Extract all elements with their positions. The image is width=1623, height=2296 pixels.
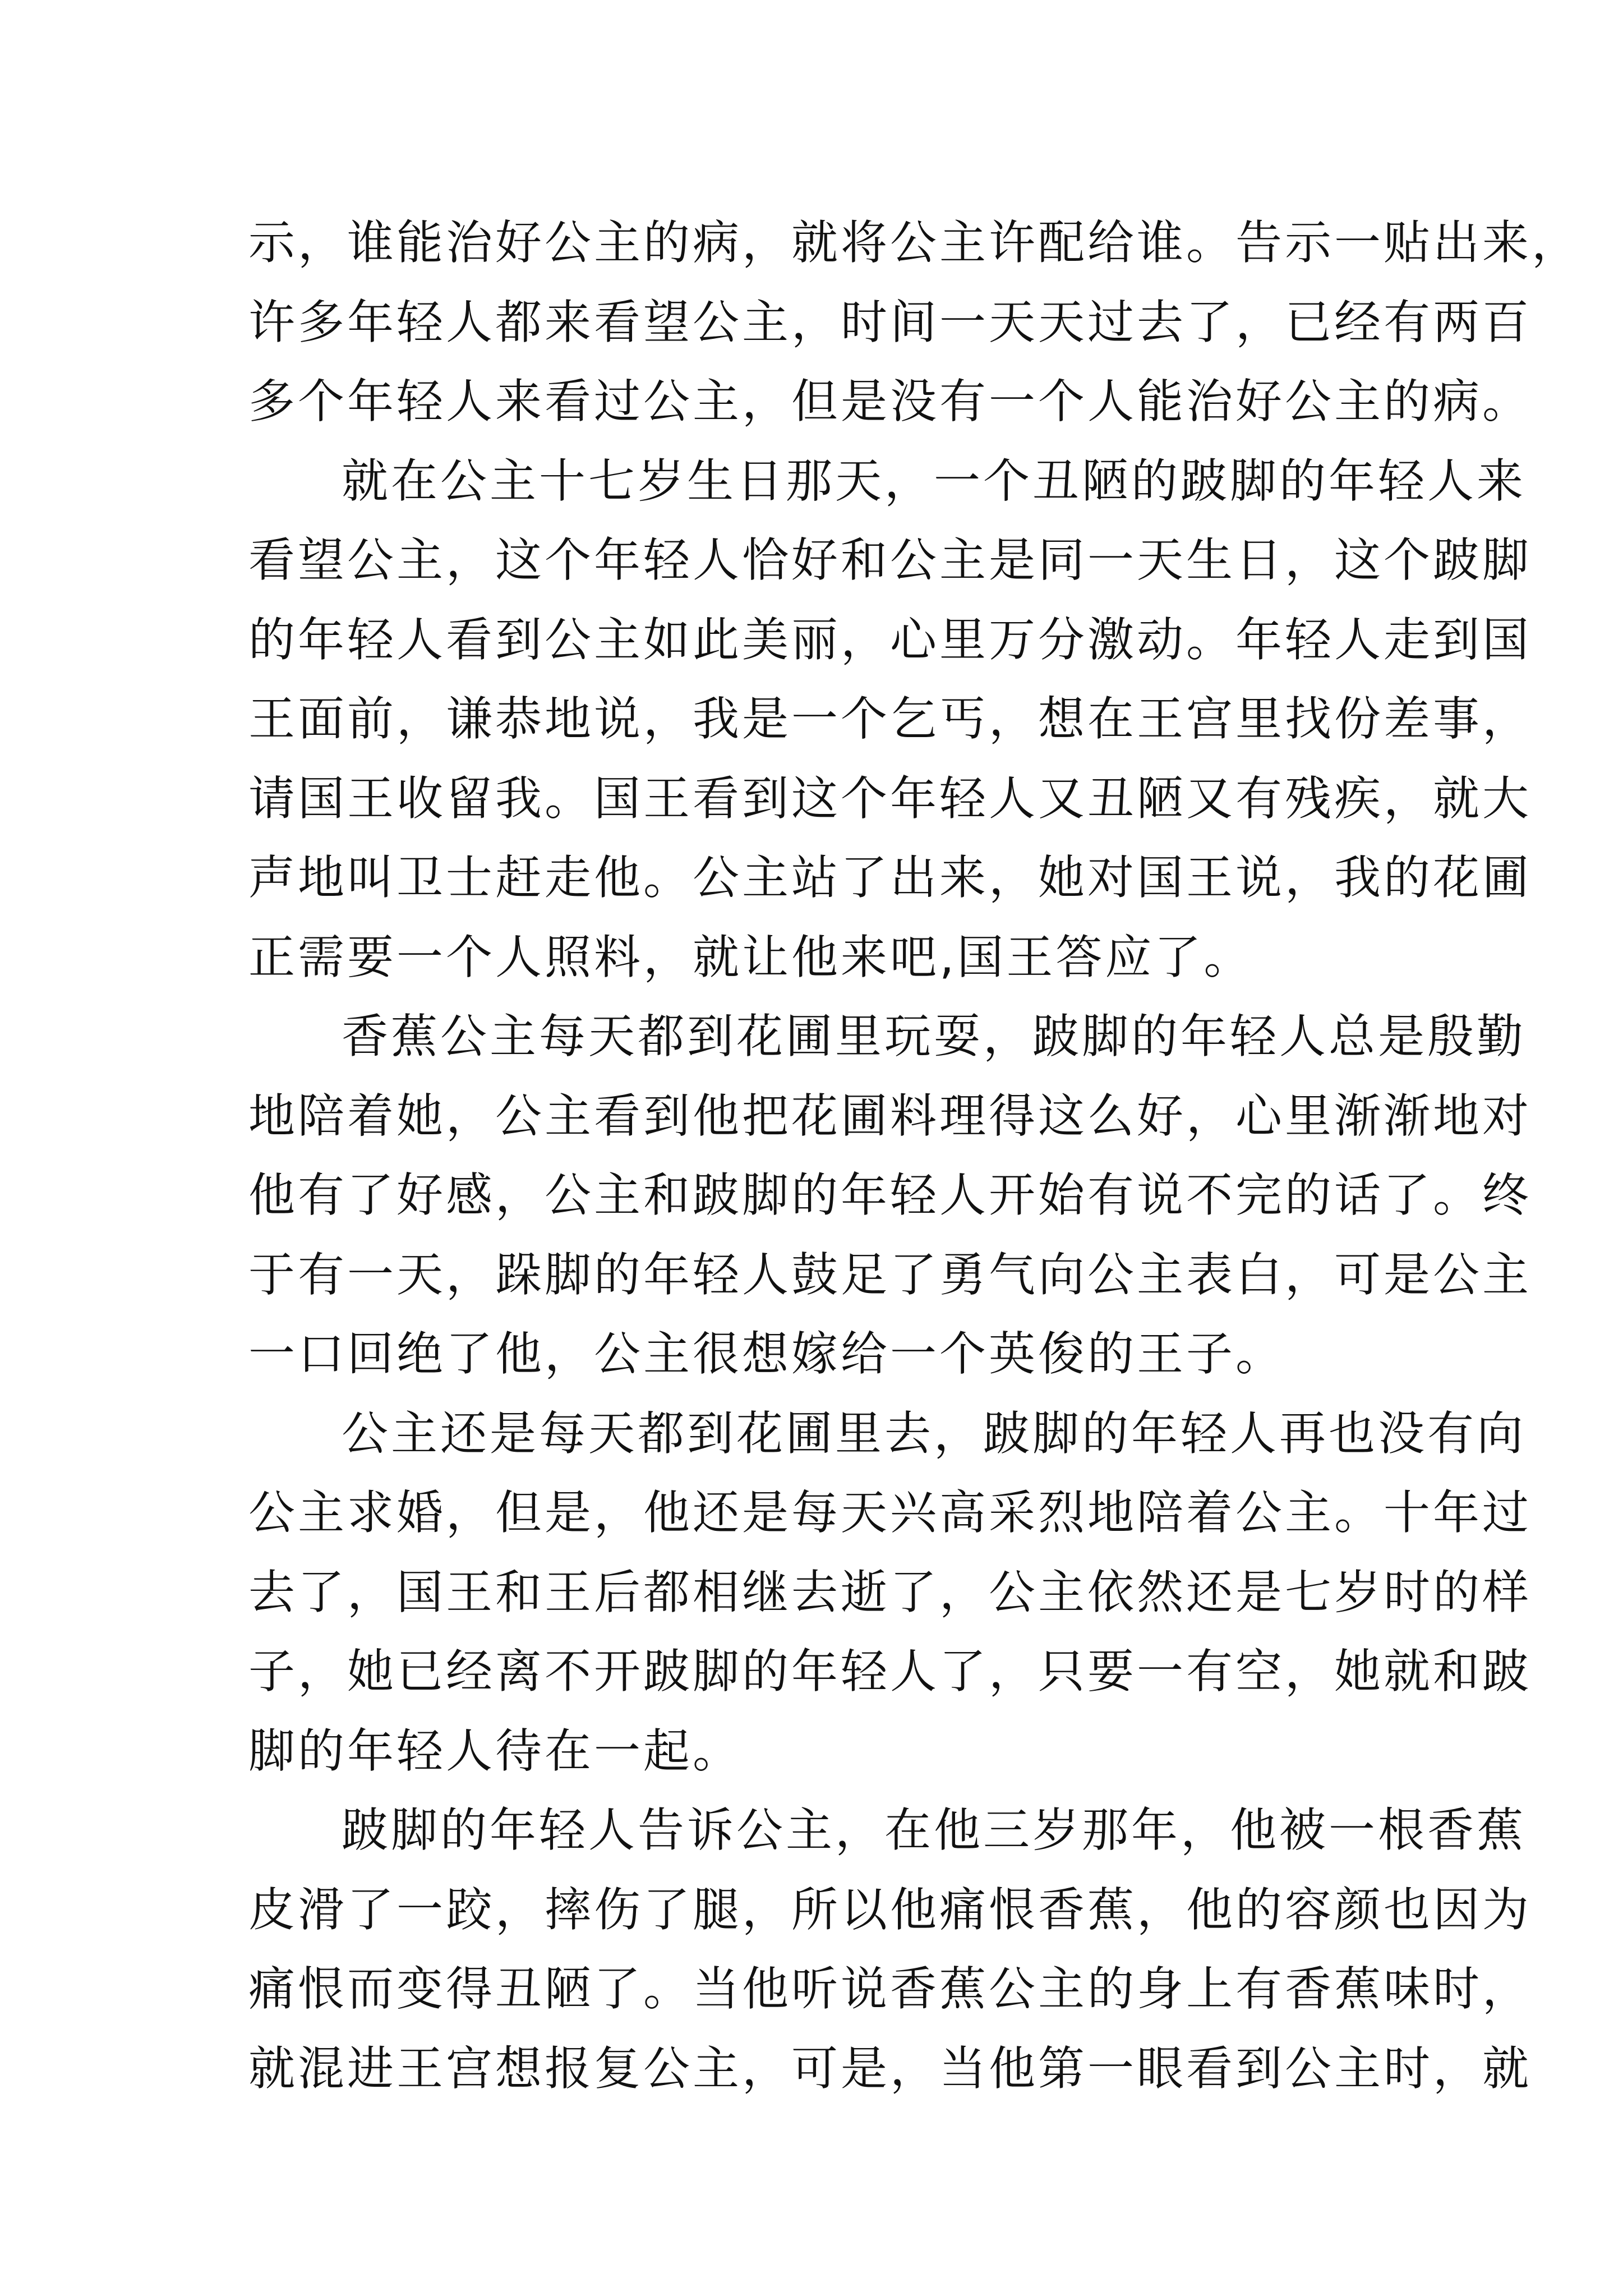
text-line: 去了，国王和王后都相继去逝了，公主依然还是七岁时的样 <box>248 1565 1532 1619</box>
paragraph-start-line: 香蕉公主每天都到花圃里玩耍，跛脚的年轻人总是殷勤 <box>342 1009 1526 1064</box>
text-line: 就混进王宫想报复公主，可是，当他第一眼看到公主时，就 <box>248 2041 1532 2096</box>
text-line: 王面前，谦恭地说，我是一个乞丐，想在王宫里找份差事， <box>248 692 1532 746</box>
text-line: 皮滑了一跤，摔伤了腿，所以他痛恨香蕉，他的容颜也因为 <box>248 1882 1532 1937</box>
paragraph-start-line: 就在公主十七岁生日那天，一个丑陋的跛脚的年轻人来 <box>342 453 1526 508</box>
paragraph-start-line: 公主还是每天都到花圃里去，跛脚的年轻人再也没有向 <box>342 1406 1526 1461</box>
text-line: 于有一天，跺脚的年轻人鼓足了勇气向公主表白，可是公主 <box>248 1247 1532 1302</box>
paragraph-end-line: 脚的年轻人待在一起。 <box>248 1723 742 1778</box>
text-line: 声地叫卫士赶走他。公主站了出来，她对国王说，我的花圃 <box>248 850 1532 905</box>
text-line: 公主求婚，但是，他还是每天兴高采烈地陪着公主。十年过 <box>248 1485 1532 1540</box>
text-line: 看望公主，这个年轻人恰好和公主是同一天生日，这个跛脚 <box>248 533 1532 587</box>
text-line: 多个年轻人来看过公主，但是没有一个人能治好公主的病。 <box>248 374 1532 429</box>
text-line: 许多年轻人都来看望公主，时间一天天过去了，已经有两百 <box>248 295 1532 349</box>
text-line: 子，她已经离不开跛脚的年轻人了，只要一有空，她就和跛 <box>248 1644 1532 1699</box>
text-line: 地陪着她，公主看到他把花圃料理得这么好，心里渐渐地对 <box>248 1088 1532 1143</box>
text-line: 请国王收留我。国王看到这个年轻人又丑陋又有残疾，就大 <box>248 771 1532 826</box>
text-line: 他有了好感，公主和跛脚的年轻人开始有说不完的话了。终 <box>248 1168 1532 1222</box>
paragraph-end-line: 一口回绝了他，公主很想嫁给一个英俊的王子。 <box>248 1327 1285 1381</box>
text-line: 痛恨而变得丑陋了。当他听说香蕉公主的身上有香蕉味时， <box>248 1962 1532 2016</box>
paragraph-end-line: 正需要一个人照料，就让他来吧,国王答应了。 <box>248 930 1253 984</box>
paragraph-start-line: 跛脚的年轻人告诉公主，在他三岁那年，他被一根香蕉 <box>342 1803 1526 1857</box>
body-text <box>248 203 1581 2108</box>
text-line: 示，谁能治好公主的病，就将公主许配给谁。告示一贴出来， <box>248 215 1581 270</box>
text-line: 的年轻人看到公主如此美丽，心里万分激动。年轻人走到国 <box>248 612 1532 667</box>
